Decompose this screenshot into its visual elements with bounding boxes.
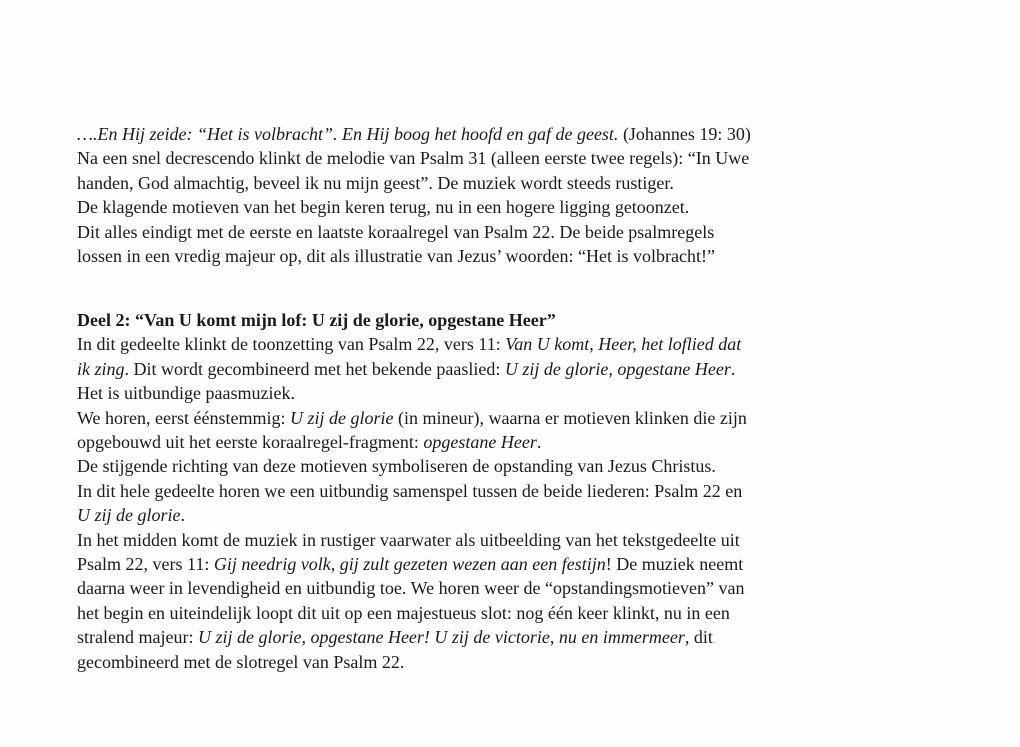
text-line: Dit alles eindigt met de eerste en laatste koraalregel van Psalm 22. De beide psalmregels — [77, 221, 715, 242]
text-line: De klagende motieven van het begin keren terug, nu in een hogere ligging getoonzet. — [77, 197, 690, 218]
text-line — [77, 332, 977, 356]
text-segment: We horen, eerst éénstemmig: — [77, 407, 290, 428]
text-line: In het midden komt de muziek in rustiger vaarwater als uitbeelding van het tekstgedeelte uit — [77, 529, 740, 550]
text-line: In dit hele gedeelte horen we een uitbundig samenspel tussen de beide liederen: Psalm 22 en — [77, 480, 743, 501]
text-line: gecombineerd met de slotregel van Psalm 22. — [77, 651, 405, 672]
text-segment: . — [730, 358, 736, 379]
text-segment: stralend majeur: — [77, 627, 198, 648]
bible-reference: (Johannes 19: 30) — [618, 124, 751, 144]
text-segment: . — [536, 432, 542, 453]
text-line: daarna weer in levendigheid en uitbundig toe. We horen weer de “opstandingsmotieven” van — [77, 578, 745, 599]
quote-text: ….En Hij zeide: “Het is volbracht”. En Hij boog het hoofd en gaf de geest. — [77, 124, 619, 144]
text-line — [77, 503, 977, 527]
text-segment: opgebouwd uit het eerste koraalregel-fragment: — [77, 432, 424, 453]
text-segment: Psalm 22, vers 11: — [77, 554, 214, 575]
text-line — [77, 406, 977, 430]
italic-segment: Gij needrig volk, gij zult gezeten wezen aan een festijn — [213, 554, 606, 575]
italic-segment: U zij de glorie — [77, 505, 181, 526]
italic-segment: U zij de glorie, opgestane Heer — [504, 358, 731, 379]
italic-segment: U zij de glorie, opgestane Heer! U zij de victorie, nu en immermeer — [197, 627, 685, 648]
text-line — [77, 122, 977, 146]
text-segment: In dit gedeelte klinkt de toonzetting van Psalm 22, vers 11: — [77, 334, 506, 355]
text-line — [77, 357, 977, 381]
italic-segment: Van U komt, Heer, het loflied dat — [505, 334, 742, 355]
text-line: Het is uitbundige paasmuziek. — [77, 383, 295, 404]
text-segment: ! De muziek neemt — [605, 554, 744, 575]
text-segment: . Dit wordt gecombineerd met het bekende paaslied: — [124, 358, 505, 379]
italic-segment: U zij de glorie — [289, 407, 394, 428]
section-part2 — [77, 308, 977, 674]
text-segment: , dit — [684, 627, 713, 648]
text-line — [77, 430, 977, 454]
text-line: lossen in een vredig majeur op, dit als illustratie van Jezus’ woorden: “Het is volbracht!” — [77, 246, 715, 267]
text-segment: . — [180, 505, 185, 526]
paragraph-part1 — [77, 122, 977, 268]
text-line: Na een snel decrescendo klinkt de melodie van Psalm 31 (alleen eerste twee regels): “In Uwe — [77, 148, 750, 169]
text-line: het begin en uiteindelijk loopt dit uit op een majestueus slot: nog één keer klinkt, nu in een — [77, 602, 730, 623]
text-line — [77, 552, 977, 576]
section-heading: Deel 2: “Van U komt mijn lof: U zij de glorie, opgestane Heer” — [77, 310, 556, 330]
italic-segment: ik zing — [77, 358, 125, 379]
text-line: De stijgende richting van deze motieven symboliseren de opstanding van Jezus Christus. — [77, 456, 716, 477]
text-line — [77, 625, 977, 649]
italic-segment: opgestane Heer — [423, 432, 537, 453]
text-segment: (in mineur), waarna er motieven klinken die zijn — [393, 407, 747, 428]
text-line: handen, God almachtig, beveel ik nu mijn geest”. De muziek wordt steeds rustiger. — [77, 172, 674, 193]
